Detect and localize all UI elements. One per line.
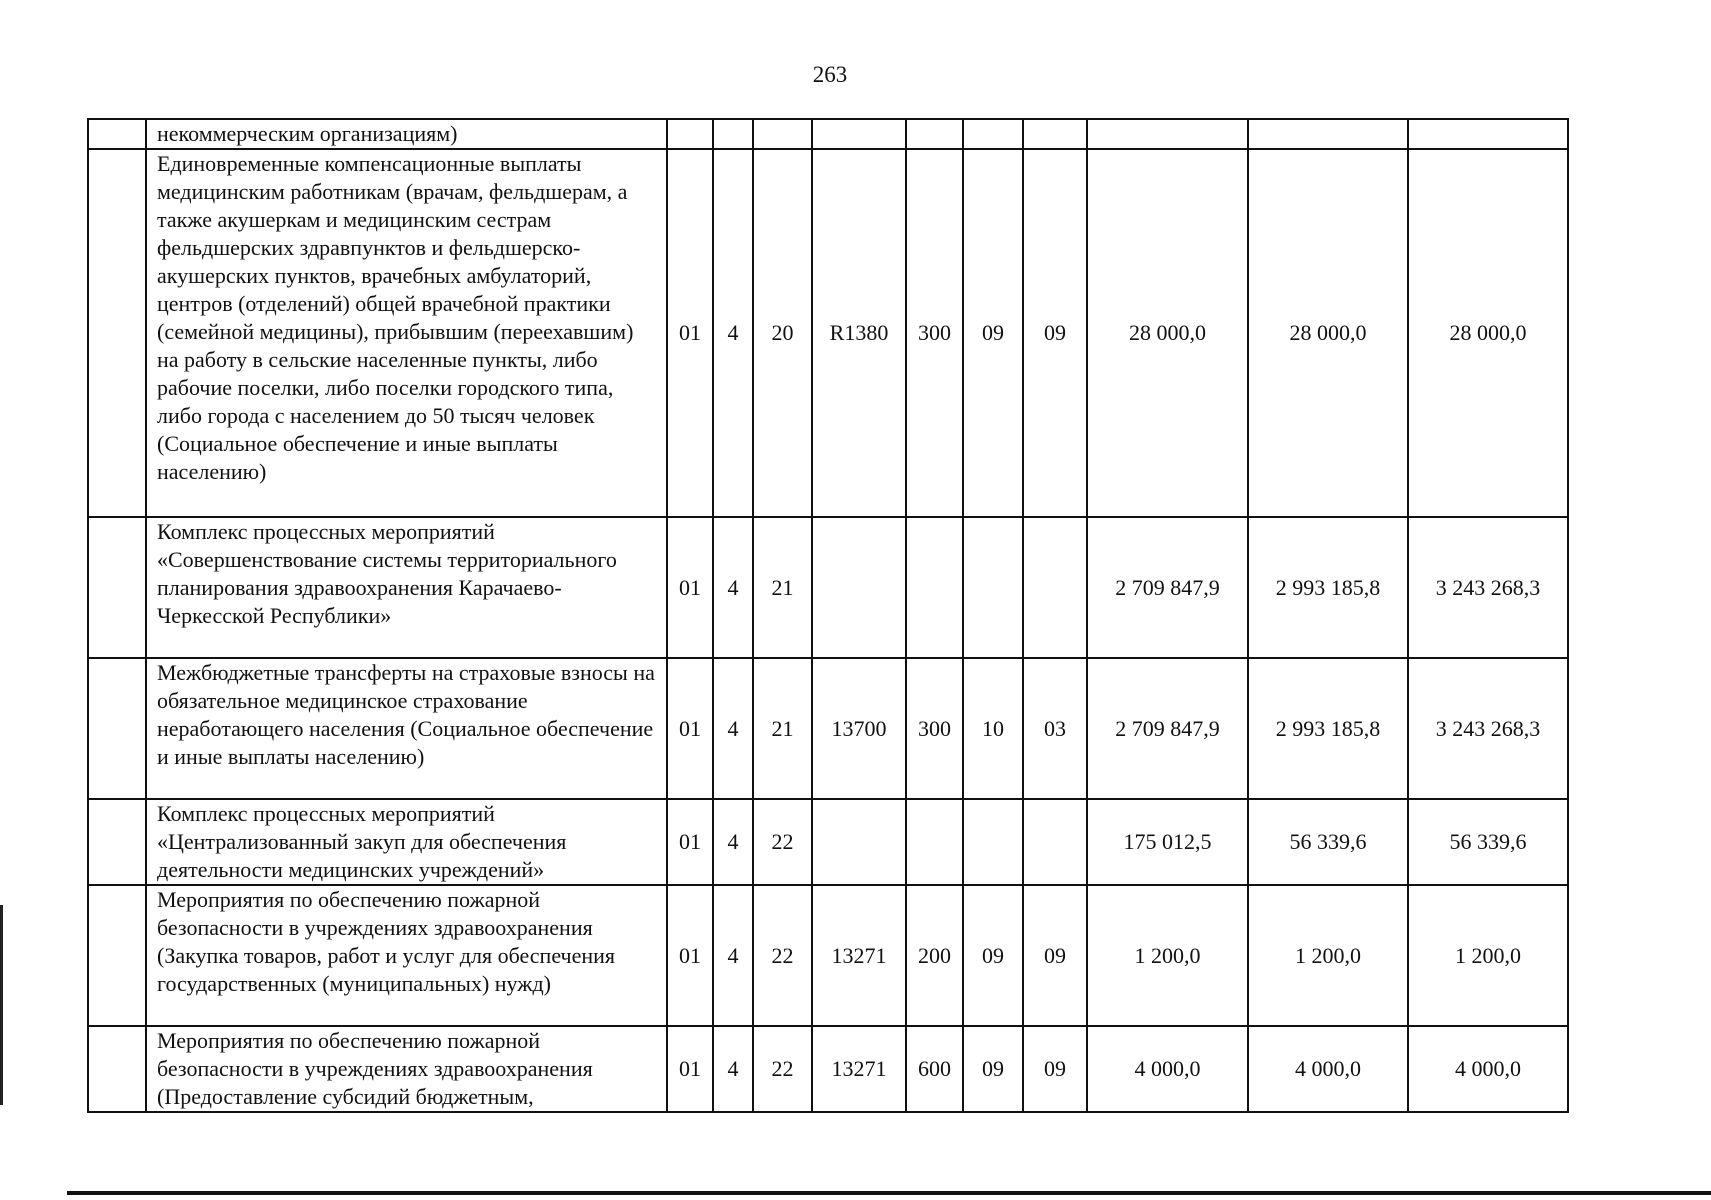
section-cell: 09: [963, 1026, 1023, 1112]
expense-type-cell: 600: [906, 1026, 963, 1112]
program-code-cell: 01: [667, 799, 713, 885]
page-bottom-rule: [67, 1191, 1711, 1195]
scan-edge-mark: [0, 905, 3, 1105]
complex-code-cell: 22: [753, 885, 812, 1026]
subsection-cell: 03: [1023, 658, 1087, 799]
amount-year1-cell: 1 200,0: [1087, 885, 1248, 1026]
section-cell: 09: [963, 885, 1023, 1026]
program-code-cell: 01: [667, 885, 713, 1026]
row-description: Межбюджетные трансферты на страховые взносы на обязательное медицинское страхование неработающего населения (Социальное обеспечение и иные выплаты населению): [146, 658, 667, 799]
subprogram-type-cell: 4: [713, 658, 753, 799]
amount-year1-cell: 2 709 847,9: [1087, 658, 1248, 799]
expense-type-cell: [906, 799, 963, 885]
table-row: [88, 149, 1568, 517]
direction-code-cell: [812, 517, 906, 658]
amount-year3-cell: 28 000,0: [1408, 149, 1568, 517]
amount-year3-cell: 4 000,0: [1408, 1026, 1568, 1112]
table-row: [88, 658, 1568, 799]
amount-year1-cell: 175 012,5: [1087, 799, 1248, 885]
amount-year1-cell: [1087, 119, 1248, 149]
section-cell: 10: [963, 658, 1023, 799]
table-row: [88, 885, 1568, 1026]
budget-table: [87, 118, 1569, 1113]
complex-code-cell: 20: [753, 149, 812, 517]
subsection-cell: 09: [1023, 1026, 1087, 1112]
subprogram-type-cell: 4: [713, 1026, 753, 1112]
amount-year2-cell: 56 339,6: [1248, 799, 1408, 885]
section-cell: [963, 799, 1023, 885]
amount-year1-cell: 4 000,0: [1087, 1026, 1248, 1112]
subprogram-type-cell: [713, 119, 753, 149]
expense-type-cell: 200: [906, 885, 963, 1026]
subsection-cell: [1023, 517, 1087, 658]
section-cell: [963, 119, 1023, 149]
amount-year1-cell: 2 709 847,9: [1087, 517, 1248, 658]
table-row: [88, 119, 1568, 149]
amount-year2-cell: 4 000,0: [1248, 1026, 1408, 1112]
direction-code-cell: 13700: [812, 658, 906, 799]
row-index-cell: [88, 119, 146, 149]
row-description: Мероприятия по обеспечению пожарной безопасности в учреждениях здравоохранения (Закупка товаров, работ и услуг для обеспечения государственных (муниципальных) нужд): [146, 885, 667, 1026]
amount-year2-cell: 2 993 185,8: [1248, 658, 1408, 799]
subsection-cell: 09: [1023, 885, 1087, 1026]
complex-code-cell: 22: [753, 799, 812, 885]
row-description: некоммерческим организациям): [146, 119, 667, 149]
complex-code-cell: 22: [753, 1026, 812, 1112]
row-description: Единовременные компенсационные выплаты медицинским работникам (врачам, фельдшерам, а также акушеркам и медицинским сестрам фельдшерских здравпунктов и фельдшерско-акушерских пунктов, врачебных амбулаторий, центров (отделений) общей врачебной практики (семейной медицины), прибывшим (переехавшим) на работу в сельские населенные пункты, либо рабочие поселки, либо поселки городского типа, либо города с населением до 50 тысяч человек (Социальное обеспечение и иные выплаты населению): [146, 149, 667, 517]
direction-code-cell: R1380: [812, 149, 906, 517]
amount-year3-cell: [1408, 119, 1568, 149]
expense-type-cell: [906, 119, 963, 149]
row-index-cell: [88, 658, 146, 799]
row-index-cell: [88, 517, 146, 658]
table-row: [88, 517, 1568, 658]
expense-type-cell: 300: [906, 658, 963, 799]
page-number: 263: [812, 62, 848, 87]
subsection-cell: 09: [1023, 149, 1087, 517]
row-index-cell: [88, 885, 146, 1026]
amount-year2-cell: 2 993 185,8: [1248, 517, 1408, 658]
subprogram-type-cell: 4: [713, 517, 753, 658]
program-code-cell: 01: [667, 658, 713, 799]
subsection-cell: [1023, 119, 1087, 149]
section-cell: 09: [963, 149, 1023, 517]
row-index-cell: [88, 149, 146, 517]
amount-year3-cell: 3 243 268,3: [1408, 517, 1568, 658]
amount-year3-cell: 1 200,0: [1408, 885, 1568, 1026]
amount-year1-cell: 28 000,0: [1087, 149, 1248, 517]
subprogram-type-cell: 4: [713, 799, 753, 885]
amount-year2-cell: 28 000,0: [1248, 149, 1408, 517]
direction-code-cell: 13271: [812, 885, 906, 1026]
subprogram-type-cell: 4: [713, 149, 753, 517]
amount-year2-cell: 1 200,0: [1248, 885, 1408, 1026]
complex-code-cell: [753, 119, 812, 149]
row-description: Мероприятия по обеспечению пожарной безопасности в учреждениях здравоохранения (Предоставление субсидий бюджетным,: [146, 1026, 667, 1112]
complex-code-cell: 21: [753, 517, 812, 658]
expense-type-cell: 300: [906, 149, 963, 517]
expense-type-cell: [906, 517, 963, 658]
row-description: Комплекс процессных мероприятий «Централизованный закуп для обеспечения деятельности медицинских учреждений»: [146, 799, 667, 885]
program-code-cell: 01: [667, 1026, 713, 1112]
table-row: [88, 1026, 1568, 1112]
row-index-cell: [88, 799, 146, 885]
row-description: Комплекс процессных мероприятий «Совершенствование системы территориального планирования здравоохранения Карачаево-Черкесской Республики»: [146, 517, 667, 658]
direction-code-cell: [812, 799, 906, 885]
direction-code-cell: [812, 119, 906, 149]
row-index-cell: [88, 1026, 146, 1112]
direction-code-cell: 13271: [812, 1026, 906, 1112]
amount-year3-cell: 56 339,6: [1408, 799, 1568, 885]
section-cell: [963, 517, 1023, 658]
program-code-cell: 01: [667, 149, 713, 517]
amount-year2-cell: [1248, 119, 1408, 149]
complex-code-cell: 21: [753, 658, 812, 799]
amount-year3-cell: 3 243 268,3: [1408, 658, 1568, 799]
subsection-cell: [1023, 799, 1087, 885]
program-code-cell: [667, 119, 713, 149]
subprogram-type-cell: 4: [713, 885, 753, 1026]
table-row: [88, 799, 1568, 885]
program-code-cell: 01: [667, 517, 713, 658]
